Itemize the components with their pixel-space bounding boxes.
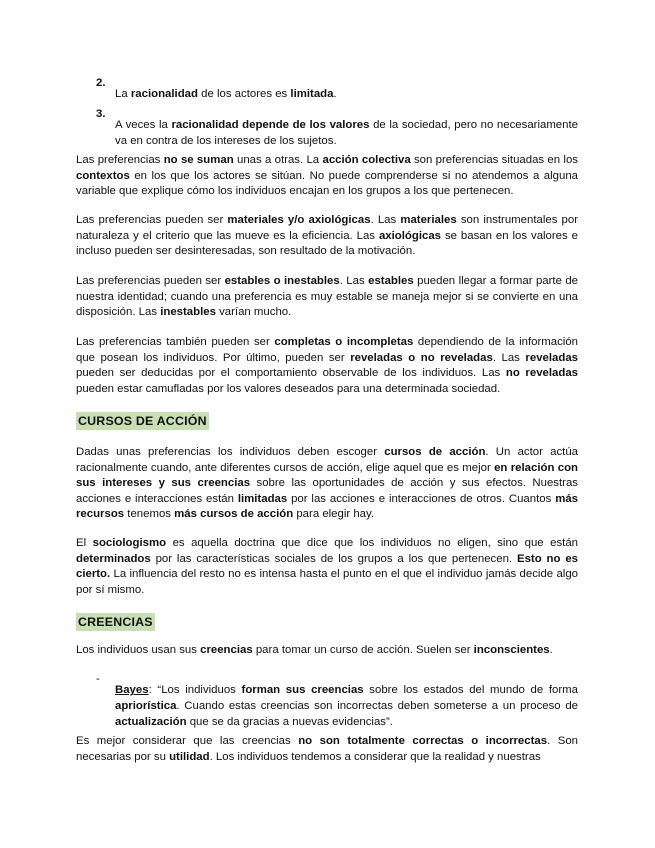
text-run: Dadas unas preferencias los individuos deben escoger [76,446,385,458]
bold-text: limitada [290,88,334,101]
bold-text: materiales y/o axiológicas [227,214,371,226]
bold-text: actualización [115,715,187,728]
paragraph-text [76,445,578,523]
list-number: 3. [96,108,106,120]
text-run: pueden ser deducidas por el comportamiento observable de los individuos. Las [76,367,506,380]
text-run: . Son necesarias por su [76,735,578,763]
text-run: que se da gracias a nuevas evidencias”. [186,715,393,728]
bold-text: estables o inestables [224,275,340,287]
bold-text: en relación con sus intereses y sus creencias [76,461,578,490]
bold-text: acción colectiva [322,154,411,166]
paragraph-text [76,274,578,321]
bold-text: no reveladas [505,367,578,380]
text-run: sobre las oportunidades de acción y sus efectos. Nuestras acciones e interacciones están [76,477,578,505]
text-run: . Los individuos tendemos a considerar que la realidad y nuestras [209,750,541,763]
text-run: en los que los actores se sitúan. No puede comprenderse si no atendemos a alguna variable que explique cómo los individuos encajan en los grupos a los que pertenecen. [76,169,578,198]
paragraph-text [76,153,578,200]
bold-text: racionalidad [130,88,198,101]
text-run: A veces la [115,119,172,132]
bold-text: más cursos de acción [174,508,294,521]
bold-text: completas o incompletas [274,336,414,348]
text-run: : “Los individuos [148,684,242,697]
bold-text: no son totalmente correctas o incorrectas [298,735,548,747]
text-run: son instrumentales por naturaleza y el criterio que las mueve es la eficiencia. Las [76,214,578,242]
text-run: por las acciones e interacciones de otros. Cuantos [287,492,556,505]
bullet-item-bayes [76,672,578,742]
bold-text: materiales [400,214,457,226]
text-run: es aquella doctrina que dice que los individuos no eligen, sino que están [166,537,578,549]
paragraph-estables-inestables [76,274,578,321]
text-run: para tomar un curso de acción. Suelen ser [252,644,474,656]
section-heading-creencias: CREENCIAS [78,615,153,629]
paragraph-text [76,643,578,659]
text-run: . Cuando estas creencias son incorrectas deben someterse a un proceso de [176,699,578,712]
bold-text: cursos de acción [384,446,486,458]
text-run: . Las [492,351,526,364]
bold-text: estables [368,275,414,287]
text-run: varían mucho. [215,306,292,319]
bold-text: reveladas o no reveladas [350,351,493,364]
text-run: de la sociedad, pero no necesariamente va en contra de los intereses de los sujetos. [115,119,578,147]
bullet-text [115,683,578,730]
text-run: Las preferencias [76,154,164,166]
bold-text: reveladas [525,351,578,364]
section-heading-cursos-de-accion: CURSOS DE ACCIÓN [78,414,207,428]
text-run: para elegir hay. [293,508,375,521]
bold-text [115,684,149,696]
text-run: son preferencias situadas en los [410,154,578,166]
paragraph-materiales-axiologicas [76,213,578,260]
bold-text: inestables [160,306,216,319]
paragraph-text [76,536,578,598]
paragraph-preferencias-no-se-suman [76,153,578,200]
list-number: 2. [96,77,106,89]
text-run: La influencia del resto no es intensa hasta el punto en el que el individuo jamás decide algo por sí mismo. [76,568,578,596]
list-item-text [115,118,578,149]
paragraph-creencias-utilidad [76,734,578,765]
bold-text: utilidad [169,750,210,763]
paragraph-cursos-de-accion [76,445,578,523]
text-run: El [76,537,93,549]
text-run: dependiendo de la información que posean los individuos. Por último, pueden ser [76,336,578,364]
bold-text: forman sus creencias [241,684,364,697]
text-run: se basan en los valores e incluso pueden ser desinteresadas, son resultado de la motivación. [76,229,578,258]
text-run: pueden estar camufladas por los valores deseados para una determinada sociedad. [76,382,501,395]
bold-text: más recursos [76,492,578,521]
text-run: Es mejor considerar que las creencias [76,735,299,747]
bold-text: sociologismo [92,537,167,549]
text-run: La [115,88,131,101]
bullet-marker: - [96,673,100,685]
bold-text: limitadas [237,492,288,505]
list-item-text [115,87,578,103]
bold-text: Esto no es cierto. [76,552,578,581]
text-run: . Las [339,275,369,287]
text-run: sobre los estados del mundo de forma [363,684,578,697]
paragraph-text [76,213,578,260]
text-run: tenemos [124,508,175,521]
bold-text: inconscientes [473,644,550,656]
text-run: unas a otras. La [233,154,323,166]
bold-text: no se suman [163,154,234,166]
text-run: . [333,88,337,101]
paragraph-sociologismo [76,536,578,598]
text-run: Las preferencias también pueden ser [76,336,275,348]
underlined-text: Bayes [115,684,149,697]
text-run: Las preferencias pueden ser [76,275,225,287]
paragraph-text [76,734,578,765]
text-run: pueden llegar a formar parte de nuestra identidad; cuando una preferencia es muy estable se maneja mejor si se convierte en una disposición. Las [76,275,579,319]
text-run: por las características sociales de los grupos a los que pertenecen. [150,552,517,565]
paragraph-text [76,335,578,397]
text-run: Los individuos usan sus [76,644,201,656]
paragraph-creencias [76,643,578,659]
text-run: . Las [370,214,401,226]
paragraph-completas-reveladas [76,335,578,397]
text-run: de los actores es [197,88,291,101]
bold-text: racionalidad depende de los valores [171,119,370,132]
bold-text: apriorística [115,699,177,712]
text-run: . Un actor actúa racionalmente cuando, ante diferentes cursos de acción, elige aquel que es mejor [76,446,578,474]
text-run: Las preferencias pueden ser [76,214,228,226]
bold-text: contextos [76,169,130,182]
text-run: . [549,644,553,656]
bold-text: creencias [200,644,253,656]
bold-text: determinados [76,552,151,565]
bold-text: axiológicas [378,229,441,242]
